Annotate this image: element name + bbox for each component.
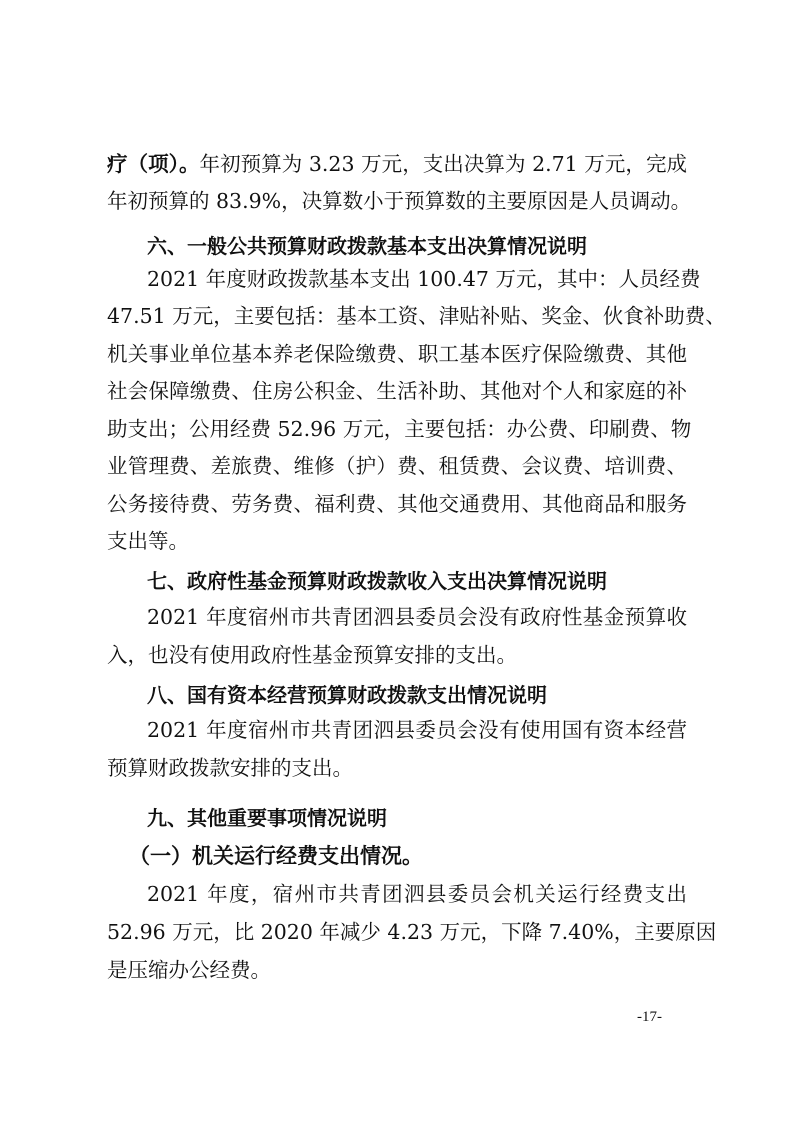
section6-line: 2021 年度财政拨款基本支出 100.47 万元，其中：人员经费: [147, 267, 701, 291]
section9-heading: 九、其他重要事项情况说明: [147, 806, 387, 830]
section9-line: 是压缩办公经费。: [107, 958, 271, 982]
section9-subheading: （一）机关运行经费支出情况。: [129, 844, 423, 868]
section6-line: 支出等。: [107, 529, 189, 553]
section8-line: 2021 年度宿州市共青团泗县委员会没有使用国有资本经营: [147, 718, 687, 742]
section9-line: 2021 年度，宿州市共青团泗县委员会机关运行经费支出: [147, 882, 687, 906]
page-number: -17-: [637, 1009, 662, 1025]
section6-line: 业管理费、差旅费、维修（护）费、租赁费、会议费、培训费、: [107, 454, 687, 478]
section8-heading: 八、国有资本经营预算财政拨款支出情况说明: [147, 683, 547, 707]
section7-heading: 七、政府性基金预算财政拨款收入支出决算情况说明: [147, 569, 607, 593]
section6-line: 助支出；公用经费 52.96 万元，主要包括：办公费、印刷费、物: [107, 417, 692, 441]
section6-line: 社会保障缴费、住房公积金、生活补助、其他对个人和家庭的补: [107, 379, 687, 403]
section9-line: 52.96 万元，比 2020 年减少 4.23 万元，下降 7.40%，主要原因: [107, 920, 717, 944]
section6-heading: 六、一般公共预算财政拨款基本支出决算情况说明: [147, 234, 587, 258]
para1-line1: [107, 150, 687, 178]
para1-line2: 年初预算的 83.9%，决算数小于预算数的主要原因是人员调动。: [107, 189, 692, 213]
section7-line: 入，也没有使用政府性基金预算安排的支出。: [107, 643, 517, 667]
section7-line: 2021 年度宿州市共青团泗县委员会没有政府性基金预算收: [147, 605, 687, 629]
section6-line: 机关事业单位基本养老保险缴费、职工基本医疗保险缴费、其他: [107, 342, 687, 366]
para1-bold-lead: 疗（项）。: [107, 152, 200, 176]
section6-line: 公务接待费、劳务费、福利费、其他交通费用、其他商品和服务: [107, 492, 687, 516]
section8-line: 预算财政拨款安排的支出。: [107, 756, 353, 780]
para1-line1-text: 年初预算为 3.23 万元，支出决算为 2.71 万元，完成: [199, 152, 688, 176]
section6-line: 47.51 万元，主要包括：基本工资、津贴补贴、奖金、伙食补助费、: [107, 304, 726, 328]
